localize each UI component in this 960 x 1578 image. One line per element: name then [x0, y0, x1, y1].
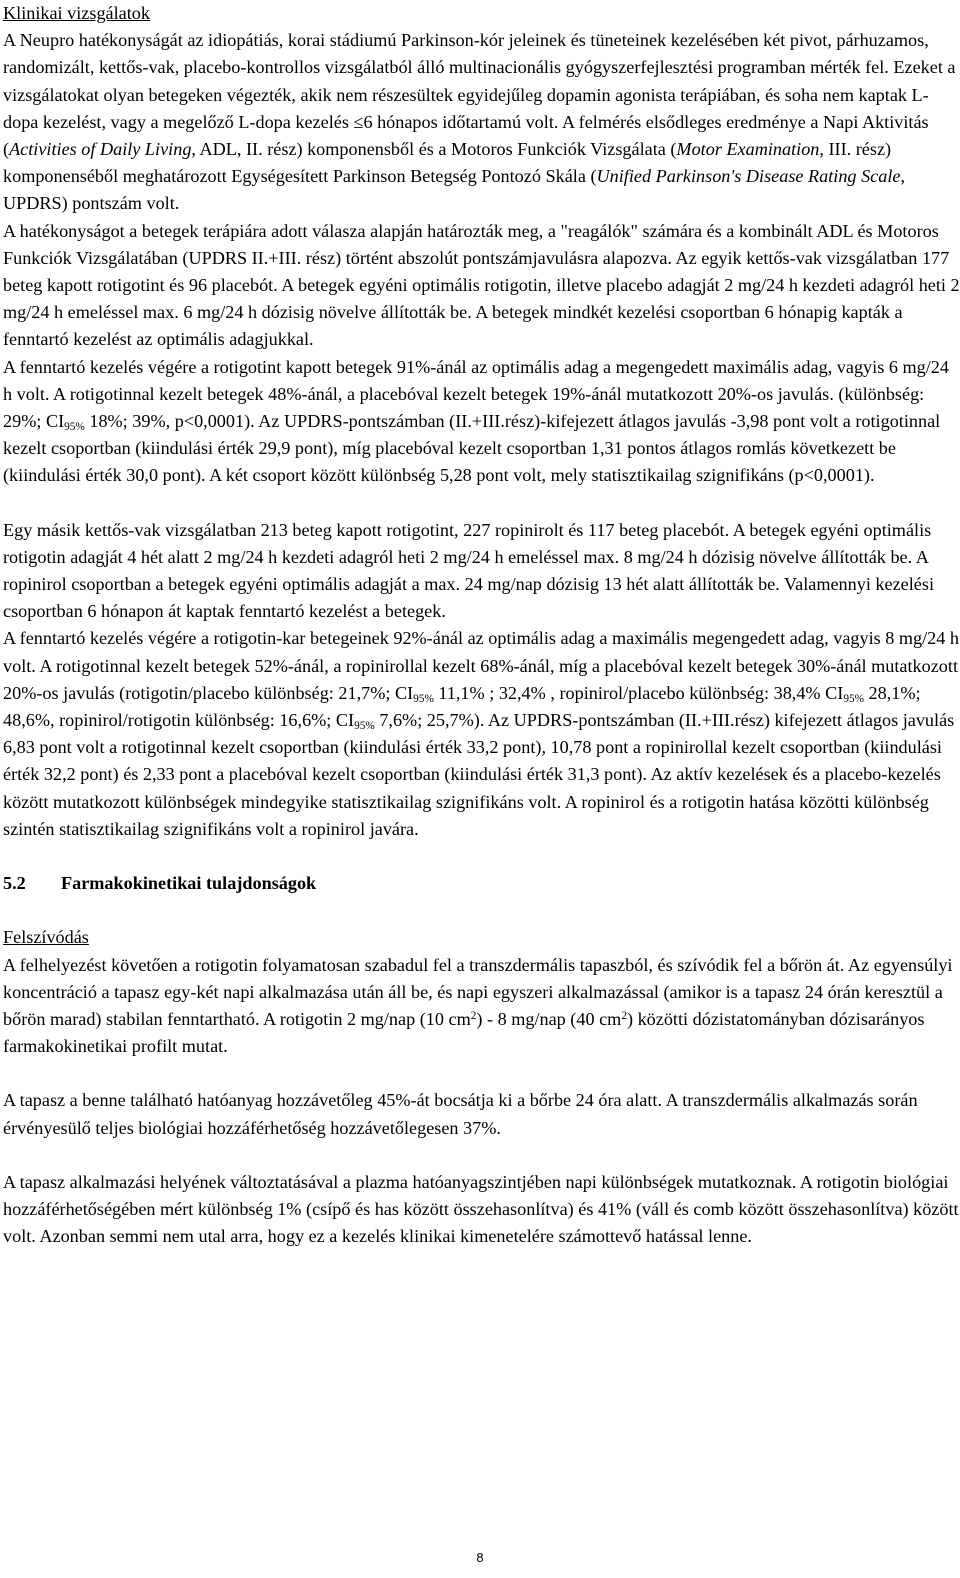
section-heading: [3, 870, 960, 897]
absorption-heading: Felszívódás: [3, 927, 89, 948]
clinical-trials-heading: Klinikai vizsgálatok: [3, 3, 150, 23]
paragraph-spacer: [3, 897, 960, 924]
section-number: 5.2: [3, 873, 26, 894]
absorption-paragraph-1: [3, 952, 960, 1061]
paragraph-spacer: [3, 490, 960, 517]
clinical-p1-text-c: , III. rész) komponenséből meghatározott Egységesített Parkinson Betegség Pontozó Skála (: [3, 139, 892, 187]
clinical-p1-italic-updrs: Unified Parkinson's Disease Rating Scale: [596, 166, 901, 187]
clinical-paragraph-4: Egy másik kettős-vak vizsgálatban 213 beteg kapott rotigotint, 227 ropinirolt és 117 beteg placebót. A betegek egyéni optimális rotigotin adagját 4 hét alatt 2 mg/24 h kezdeti adagról heti 2 mg/24 h emeléssel max. 8 mg/24 h dózisig növelve állították be. A ropinirol csoportban a betegek egyéni optimális adagját a max. 24 mg/nap dózisig 13 hét alatt állították be. Valamennyi kezelési csoportban 6 hónapon át kaptak fenntartó kezelést a betegek.: [3, 519, 934, 622]
clinical-paragraph-3: [3, 354, 960, 490]
absorption-paragraph-2: A tapasz a benne található hatóanyag hozzávetőleg 45%-át bocsátja ki a bőrbe 24 óra alatt. A transzdermális alkalmazás során érvényesülő teljes biológiai hozzáférhetőség hozzávetőlegesen 37%.: [3, 1090, 918, 1138]
clinical-trials-section: [3, 0, 960, 1250]
ci-subscript: 95%: [64, 420, 85, 433]
absorption-p1-text-b: ) - 8 mg/nap (40 cm: [476, 1008, 622, 1029]
squared-superscript: 2: [470, 1009, 477, 1022]
clinical-paragraph-5: [3, 625, 960, 843]
clinical-p1-text-b: , ADL, II. rész) komponensből és a Motoros Funkciók Vizsgálata (: [191, 139, 677, 160]
clinical-p1-text-a: A Neupro hatékonyságát az idiopátiás, korai stádiumú Parkinson-kór jeleinek és tüneteinek kezelésében két pivot, párhuzamos, randomizált, kettős-vak, placebo-kontrollos vizsgálatból álló multinacionális gyógyszerfejlesztési programban mérték fel. Ezeket a vizsgálatokat olyan betegeken végezték, akik nem részesültek egyidejűleg dopamin agonista terápiában, és soha nem kaptak L-dopa kezelést, vagy a megelőző L-dopa kezelés ≤6 hónapos időtartamú volt. A felmérés elsődleges eredménye a Napi Aktivitás (: [3, 30, 956, 160]
paragraph-spacer: [3, 1060, 960, 1087]
ci-subscript: 95%: [413, 692, 434, 705]
clinical-p5-text-d: 7,6%; 25,7%). Az UPDRS-pontszámban (II.+III.rész) kifejezett átlagos javulás 6,83 pont volt a rotigotinnal kezelt csoportban (kiindulási érték 33,2 pont), 10,78 pont a ropinirollal kezelt csoportban (kiindulási érték 32,2 pont) és 2,33 pont a placebóval kezelt csoportban (kiindulási érték 31,3 pont). Az aktív kezelések és a placebo-kezelés között mutatkozott különbségek mindegyike statisztikailag szignifikáns volt. A ropinirol és a rotigotin hatása közötti különbség szintén statisztikailag szignifikáns volt a ropinirol javára.: [3, 710, 955, 839]
clinical-p3-text-a: A fenntartó kezelés végére a rotigotint kapott betegek 91%-ánál az optimális adag a megengedett maximális adag, vagyis 6 mg/24 h volt. A rotigotinnal kezelt betegek 48%-ánál, a placebóval kezelt betegek 19%-ánál mutatkozott 20%-os javulás. (különbség: 29%; CI: [3, 356, 949, 432]
squared-superscript: 2: [621, 1009, 627, 1022]
absorption-paragraph-3: A tapasz alkalmazási helyének változtatásával a plazma hatóanyagszintjében napi különbségek mutatkoznak. A rotigotin biológiai hozzáférhetőségében mért különbség 1% (csípő és has között összehasonlítva) és 41% (váll és comb között összehasonlítva) között volt. Azonban semmi nem utal arra, hogy ez a kezelés klinikai kimenetelére számottevő hatással lenne.: [3, 1171, 959, 1247]
absorption-p1-text-c: ) közötti dózistatományban dózisarányos farmakokinetikai profilt mutat.: [3, 1008, 925, 1057]
paragraph-spacer: [3, 1142, 960, 1169]
clinical-p1-italic-motor: Motor Examination: [676, 139, 820, 160]
section-title: Farmakokinetikai tulajdonságok: [61, 873, 317, 894]
ci-subscript: 95%: [843, 692, 864, 705]
clinical-p1-text-d: , UPDRS) pontszám volt.: [3, 166, 906, 214]
clinical-p1-italic-adl: Activities of Daily Living: [9, 139, 192, 160]
ci-subscript: 95%: [354, 719, 375, 732]
absorption-p1-text-a: A felhelyezést követően a rotigotin folyamatosan szabadul fel a transzdermális tapaszból, és szívódik fel a bőrön át. Az egyensúlyi koncentráció a tapasz egy-két napi alkalmazása után áll be, és napi egyszeri alkalmazással (amikor is a tapasz 24 órán keresztül a bőrön marad) stabilan fenntartható. A rotigotin 2 mg/nap (10 cm: [3, 954, 953, 1029]
clinical-p5-text-b: 11,1% ; 32,4% , ropinirol/placebo különbség: 38,4% CI: [433, 682, 844, 703]
clinical-paragraph-2: A hatékonyságot a betegek terápiára adott válasza alapján határozták meg, a "reagálók" számára és a kombinált ADL és Motoros Funkciók Vizsgálatában (UPDRS II.+III. rész) történt abszolút pontszámjavulásra alapozva. Az egyik kettős-vak vizsgálatban 177 beteg kapott rotigotint és 96 placebót. A betegek egyéni optimális rotigotin, illetve placebo adagját 2 mg/24 h kezdeti adagról heti 2 mg/24 h emeléssel max. 6 mg/24 h dózisig növelve állították be. A betegek mindkét kezelési csoportban 6 hónapig kapták a fenntartó kezelést az optimális adagjukkal.: [3, 220, 960, 350]
page-number: 8: [476, 1550, 484, 1565]
paragraph-spacer: [3, 843, 960, 870]
clinical-p3-text-b: 18%; 39%, p<0,0001). Az UPDRS-pontszámban (II.+III.rész)-kifejezett átlagos javulás -3,98 pont volt a rotigotinnal kezelt csoportban (kiindulási érték 29,9 pont), míg placebóval kezelt csoportban 1,31 pontos átlagos romlás következett be (kiindulási érték 30,0 pont). A két csoport között különbség 5,28 pont volt, mely statisztikailag szignifikáns (p<0,0001).: [3, 411, 941, 486]
clinical-p5-text-a: A fenntartó kezelés végére a rotigotin-kar betegeinek 92%-ánál az optimális adag a maximális megengedett adag, vagyis 8 mg/24 h volt. A rotigotinnal kezelt betegek 52%-ánál, a ropinirollal kezelt 68%-ánál, míg a placebóval kezelt betegek 30%-ánál mutatkozott 20%-os javulás (rotigotin/placebo különbség: 21,7%; CI: [3, 628, 960, 703]
clinical-paragraph-1: [3, 27, 960, 217]
clinical-p5-text-c: 28,1%; 48,6%, ropinirol/rotigotin különbség: 16,6%; CI: [3, 682, 921, 731]
